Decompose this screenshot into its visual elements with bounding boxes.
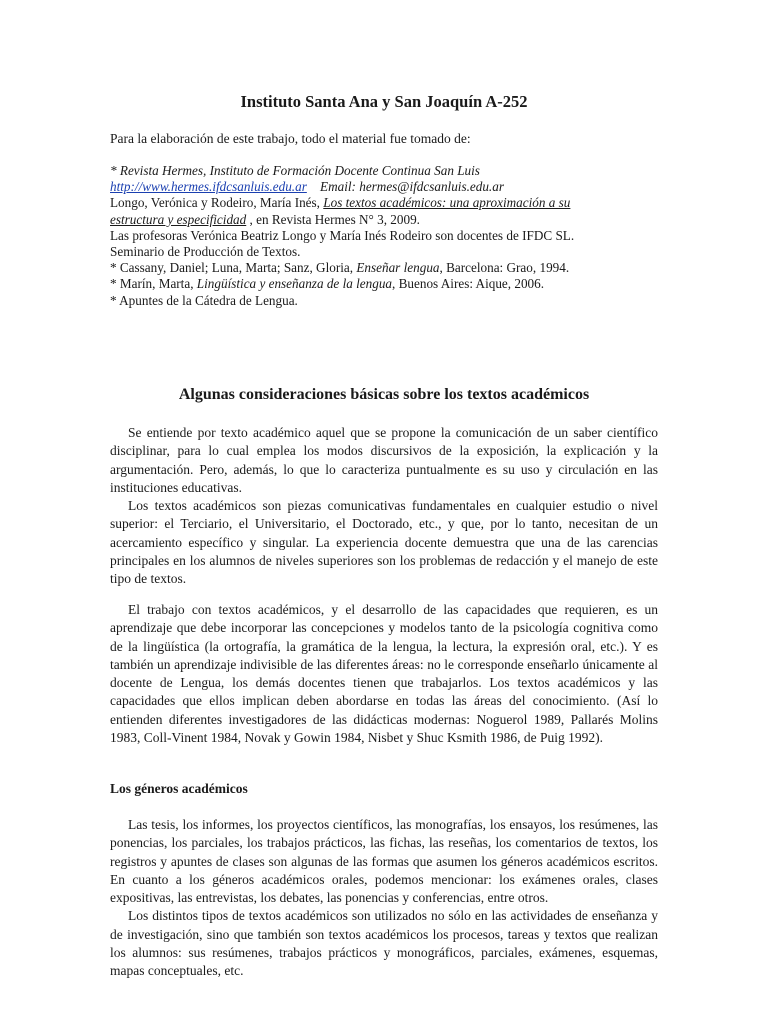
paragraph: Los distintos tipos de textos académicos son utilizados no sólo en las actividades de enseñanza y de investigación, sino que también son textos académicos los procesos, tareas y textos que realizan los alumnos: sus resúmenes, trabajos prácticos y monográficos, parciales, exámenes, esquemas, mapas conceptuales, etc. [110,908,658,979]
ref-cassany [110,260,650,276]
document-title: Instituto Santa Ana y San Joaquín A-252 [240,92,528,111]
paragraph: Los textos académicos son piezas comunicativas fundamentales en cualquier estudio o nivel superior: el Terciario, el Universitario, el Doctorado, etc., y que, por lo tanto, necesitan de un acercamiento específico y singular. La experiencia docente demuestra que una de las carencias principales en los alumnos de niveles superiores son los problemas de redacción y el manejo de este tipo de textos. [110,498,658,587]
ref-hermes: * Revista Hermes, Instituto de Formación Docente Continua San Luis [110,163,480,178]
section-body-b [110,601,658,747]
hermes-link[interactable]: http://www.hermes.ifdcsanluis.edu.ar [110,179,307,195]
section-title: Algunas consideraciones básicas sobre los textos académicos [178,386,590,403]
references-block [110,163,650,309]
ref-longo-authors: Longo, Verónica y Rodeiro, María Inés, [110,195,324,211]
ref-marin [110,276,650,292]
ref-apuntes: * Apuntes de la Cátedra de Lengua. [110,292,298,308]
paragraph: El trabajo con textos académicos, y el desarrollo de las capacidades que requieren, es un aprendizaje que debe incorporar las concepciones y modelos tanto de la psicología cognitiva como de la lingüística (la ortografía, la gramática de la lengua, la lectura, la expresión oral, etc.). Y es también un aprendizaje indivisible de las diferentes áreas: no le corresponde enseñarlo únicamente al docente de Lengua, los demás docentes tienen que trabajarlos. Los textos académicos y las capacidades que ellos implican deben abordarse en todas las áreas del conocimiento. (Así lo entienden diferentes investigadores de las didácticas modernas: Noguerol 1989, Pallarés Molins 1983, Coll-Vinent 1984, Novak y Gowin 1984, Nisbet y Shuc Ksmith 1986, de Puig 1992). [110,602,658,746]
ref-marin-author: * Marín, Marta, [110,276,197,292]
ref-marin-title: Lingüística y enseñanza de la lengua [196,276,393,292]
subheading: Los géneros académicos [110,781,248,796]
section-body-c [110,816,658,981]
ref-cassany-source: , Barcelona: Grao, 1994. [439,260,570,276]
ref-longo-title-2: estructura y especificidad [110,211,247,227]
ref-longo-title-1: Los textos académicos: una aproximación a su [323,195,571,211]
ref-cassany-title: Enseñar lengua [356,260,440,276]
hermes-email: Email: hermes@ifdcsanluis.edu.ar [320,179,504,195]
ref-cassany-authors: * Cassany, Daniel; Luna, Marta; Sanz, Gloria, [110,260,357,276]
ref-profesoras: Las profesoras Verónica Beatriz Longo y María Inés Rodeiro son docentes de IFDC SL. [110,227,575,243]
paragraph: Las tesis, los informes, los proyectos científicos, las monografías, los ensayos, los resúmenes, las ponencias, los parciales, los trabajos prácticos, las fichas, las reseñas, los comentarios de textos, los registros y apuntes de clases son algunas de las formas que asumen los géneros académicos escritos. En cuanto a los géneros académicos orales, podemos mencionar: los exámenes orales, clases expositivas, las entrevistas, los debates, las ponencias y conferencias, entre otros. [110,817,658,906]
section-body-a [110,424,658,589]
ref-hermes-contact [110,179,650,195]
ref-longo-source: , en Revista Hermes N° 3, 2009. [246,211,420,227]
intro-text: Para la elaboración de este trabajo, todo el material fue tomado de: [110,131,471,146]
ref-longo-cont [110,212,650,228]
ref-longo [110,195,650,211]
paragraph: Se entiende por texto académico aquel que se propone la comunicación de un saber científico disciplinar, para lo cual emplea los modos discursivos de la exposición, la explicación y la argumentación. Pero, además, lo que lo caracteriza puntualmente es su uso y circulación en las instituciones educativas. [110,425,658,495]
ref-marin-source: , Buenos Aires: Aique, 2006. [392,276,545,292]
ref-seminario: Seminario de Producción de Textos. [110,244,301,260]
